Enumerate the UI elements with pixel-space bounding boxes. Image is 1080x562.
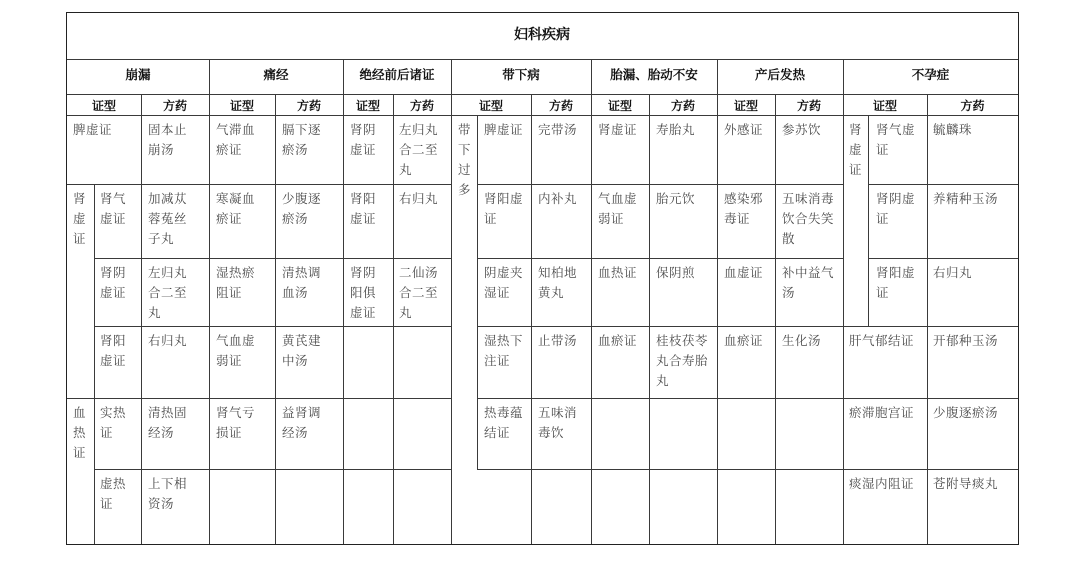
grid-line bbox=[209, 184, 451, 185]
col-header-type: 证型 bbox=[91, 99, 116, 113]
col-header-rx: 方药 bbox=[796, 99, 821, 113]
beng-lou-shenyang-rx: 右归丸 bbox=[148, 333, 188, 348]
grid-line bbox=[868, 258, 1018, 259]
section-header-dai-xia: 带下病 bbox=[502, 67, 540, 82]
tong-jing-type: 肾气亏 损证 bbox=[216, 405, 256, 440]
bu-yun-type: 瘀滞胞宫证 bbox=[849, 405, 915, 420]
section-header-jue-jing: 绝经前后诸证 bbox=[359, 67, 435, 82]
bu-yun-type: 肝气郁结证 bbox=[849, 333, 915, 348]
tong-jing-type: 气血虚 弱证 bbox=[216, 333, 256, 368]
grid-line bbox=[343, 59, 344, 544]
jue-jing-rx: 左归丸 合二至 丸 bbox=[399, 122, 439, 177]
col-header-rx: 方药 bbox=[548, 99, 573, 113]
col-header-rx: 方药 bbox=[670, 99, 695, 113]
tai-lou-type: 肾虚证 bbox=[598, 122, 638, 137]
beng-lou-pixu-rx: 固本止 崩汤 bbox=[148, 122, 188, 157]
col-header-rx: 方药 bbox=[296, 99, 321, 113]
grid-line bbox=[775, 94, 776, 544]
grid-line bbox=[477, 115, 478, 469]
section-header-bu-yun: 不孕症 bbox=[911, 67, 950, 82]
tong-jing-type: 气滞血 瘀证 bbox=[216, 122, 256, 157]
grid-line bbox=[209, 258, 451, 259]
col-header-type: 证型 bbox=[478, 99, 503, 113]
beng-lou-xure-rx: 上下相 资汤 bbox=[148, 476, 188, 511]
beng-lou-shenqi-rx: 加减苁 蓉菟丝 子丸 bbox=[148, 191, 188, 246]
tai-lou-rx: 桂枝茯苓 丸合寿胎 丸 bbox=[656, 333, 709, 388]
chan-hou-type: 感染邪 毒证 bbox=[724, 191, 764, 226]
table-title: 妇科疾病 bbox=[514, 27, 570, 43]
bu-yun-rx: 开郁种玉汤 bbox=[933, 333, 999, 348]
col-header-type: 证型 bbox=[607, 99, 632, 113]
grid-line bbox=[477, 469, 591, 470]
col-header-type: 证型 bbox=[355, 99, 380, 113]
beng-lou-shire-type: 实热 证 bbox=[100, 405, 127, 440]
tai-lou-rx: 胎元饮 bbox=[656, 191, 696, 206]
jue-jing-type: 肾阴 虚证 bbox=[350, 122, 377, 157]
beng-lou-shire-rx: 清热固 经汤 bbox=[148, 405, 188, 440]
grid-line bbox=[209, 326, 451, 327]
grid-line bbox=[477, 258, 591, 259]
dai-xia-type: 肾阳虚 证 bbox=[484, 191, 524, 226]
grid-line bbox=[67, 398, 209, 399]
beng-lou-shenyang-type: 肾阳 虚证 bbox=[100, 333, 127, 368]
section-header-chan-hou: 产后发热 bbox=[754, 67, 805, 82]
grid-line bbox=[209, 469, 451, 470]
col-header-rx: 方药 bbox=[409, 99, 434, 113]
grid-line bbox=[94, 469, 209, 470]
tong-jing-rx: 膈下逐 瘀汤 bbox=[282, 122, 322, 157]
chan-hou-rx: 生化汤 bbox=[782, 333, 822, 348]
tong-jing-rx: 清热调 血汤 bbox=[282, 265, 322, 300]
section-header-tai-lou: 胎漏、胎动不安 bbox=[610, 67, 698, 82]
grid-line bbox=[649, 94, 650, 544]
grid-line bbox=[451, 59, 452, 544]
bu-yun-type: 肾气虚 证 bbox=[876, 122, 916, 157]
bu-yun-type: 肾阳虚 证 bbox=[876, 265, 916, 300]
section-header-tong-jing: 痛经 bbox=[263, 67, 289, 82]
dai-xia-rx: 知柏地 黄丸 bbox=[538, 265, 578, 300]
beng-lou-shenyin-type: 肾阴 虚证 bbox=[100, 265, 127, 300]
beng-lou-pixu-type: 脾虚证 bbox=[73, 122, 113, 137]
grid-line bbox=[868, 115, 869, 326]
tai-lou-type: 血瘀证 bbox=[598, 333, 638, 348]
grid-line bbox=[141, 94, 142, 544]
grid-line bbox=[393, 94, 394, 544]
col-header-rx: 方药 bbox=[960, 99, 985, 113]
tai-lou-rx: 保阴煎 bbox=[656, 265, 696, 280]
jue-jing-type: 肾阳 虚证 bbox=[350, 191, 377, 226]
grid-line bbox=[67, 184, 209, 185]
dai-xia-rx: 内补丸 bbox=[538, 191, 578, 206]
chan-hou-type: 血瘀证 bbox=[724, 333, 764, 348]
beng-lou-shenqi-type: 肾气 虚证 bbox=[100, 191, 127, 226]
grid-line bbox=[477, 326, 591, 327]
chan-hou-rx: 参苏饮 bbox=[782, 122, 822, 137]
grid-line bbox=[717, 59, 718, 544]
grid-line bbox=[843, 469, 1018, 470]
beng-lou-xuere-group: 血 热 证 bbox=[73, 405, 87, 460]
grid-line bbox=[927, 94, 928, 544]
bu-yun-rx: 右归丸 bbox=[933, 265, 973, 280]
grid-line bbox=[209, 398, 451, 399]
grid-line bbox=[94, 184, 95, 544]
beng-lou-xure-type: 虚热 证 bbox=[100, 476, 127, 511]
bu-yun-rx: 毓麟珠 bbox=[933, 122, 973, 137]
grid-line bbox=[591, 59, 592, 544]
grid-line bbox=[843, 398, 1018, 399]
dai-xia-rx: 止带汤 bbox=[538, 333, 578, 348]
chan-hou-rx: 补中益气 汤 bbox=[782, 265, 835, 300]
col-header-type: 证型 bbox=[733, 99, 758, 113]
grid-line bbox=[868, 184, 1018, 185]
disease-table bbox=[66, 12, 1019, 545]
col-header-type: 证型 bbox=[872, 99, 897, 113]
bu-yun-rx: 少腹逐瘀汤 bbox=[933, 405, 999, 420]
chan-hou-rx: 五味消毒 饮合失笑 散 bbox=[782, 191, 835, 246]
dai-xia-rx: 完带汤 bbox=[538, 122, 578, 137]
dai-xia-type: 阴虚夹 湿证 bbox=[484, 265, 524, 300]
tai-lou-type: 血热证 bbox=[598, 265, 638, 280]
tong-jing-type: 寒凝血 瘀证 bbox=[216, 191, 256, 226]
chan-hou-type: 外感证 bbox=[724, 122, 764, 137]
grid-line bbox=[531, 94, 532, 544]
tong-jing-rx: 黄芪建 中汤 bbox=[282, 333, 322, 368]
beng-lou-shenxu-group: 肾 虚 证 bbox=[73, 191, 87, 246]
bu-yun-rx: 苍附导痰丸 bbox=[933, 476, 999, 491]
dai-xia-rx: 五味消 毒饮 bbox=[538, 405, 578, 440]
col-header-rx: 方药 bbox=[162, 99, 187, 113]
grid-line bbox=[843, 59, 844, 544]
tong-jing-rx: 少腹逐 瘀汤 bbox=[282, 191, 322, 226]
grid-line bbox=[843, 326, 1018, 327]
dai-xia-type: 脾虚证 bbox=[484, 122, 524, 137]
bu-yun-type: 肾阴虚 证 bbox=[876, 191, 916, 226]
grid-line bbox=[477, 398, 591, 399]
section-header-beng-lou: 崩漏 bbox=[125, 67, 151, 82]
bu-yun-shenxu-group: 肾 虚 证 bbox=[849, 122, 863, 177]
grid-line bbox=[94, 326, 209, 327]
grid-line bbox=[94, 258, 209, 259]
bu-yun-rx: 养精种玉汤 bbox=[933, 191, 999, 206]
tong-jing-rx: 益肾调 经汤 bbox=[282, 405, 322, 440]
chan-hou-type: 血虚证 bbox=[724, 265, 764, 280]
tai-lou-rx: 寿胎丸 bbox=[656, 122, 696, 137]
dai-xia-type: 湿热下 注证 bbox=[484, 333, 524, 368]
jue-jing-type: 肾阴 阳俱 虚证 bbox=[350, 265, 377, 320]
grid-line bbox=[477, 184, 591, 185]
dai-xia-group: 带 下 过 多 bbox=[458, 122, 472, 197]
tai-lou-type: 气血虚 弱证 bbox=[598, 191, 638, 226]
jue-jing-rx: 右归丸 bbox=[399, 191, 439, 206]
col-header-type: 证型 bbox=[229, 99, 254, 113]
jue-jing-rx: 二仙汤 合二至 丸 bbox=[399, 265, 439, 320]
tong-jing-type: 湿热瘀 阻证 bbox=[216, 265, 256, 300]
grid-line bbox=[275, 94, 276, 544]
beng-lou-shenyin-rx: 左归丸 合二至 丸 bbox=[148, 265, 188, 320]
grid-line bbox=[209, 59, 210, 544]
bu-yun-type: 痰湿内阻证 bbox=[849, 476, 915, 491]
dai-xia-type: 热毒蕴 结证 bbox=[484, 405, 524, 440]
